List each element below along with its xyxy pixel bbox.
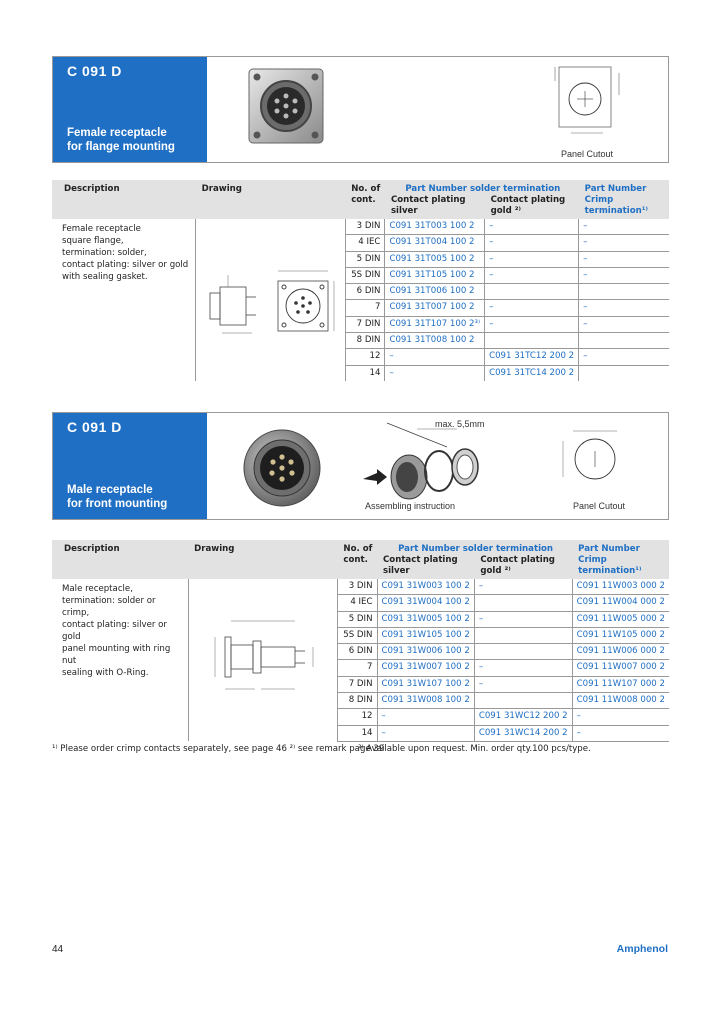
col-plating-gold: Contact plating gold ²⁾ [474,555,572,579]
table-row: Male receptacle, termination: solder or crimp, contact plating: silver or gold panel mounting with ring nut sealing with O-Ring. 3 DIN C091 31W003 100 2 – C091 11W003 000 2 [52,579,669,595]
table-row: 14 – C091 31TC14 200 2 [52,365,669,381]
table-row: 5 DIN C091 31T005 100 2 – – [52,251,669,267]
section2-images [207,413,668,519]
table1-description: Female receptacle square flange, termination: solder, contact plating: silver or gold with sealing gasket. [62,224,189,282]
table-row: 14 – C091 31WC14 200 2 – [52,725,669,741]
table-row: 4 IEC C091 31W004 100 2 C091 11W004 000 2 [52,595,669,611]
col-plating-silver: Contact plating silver [385,195,485,219]
col-pn-crimp: Part Number Crimp termination¹⁾ [579,180,669,219]
table1-drawing [196,219,346,381]
table-row: 8 DIN C091 31T008 100 2 [52,333,669,349]
col-no-of-cont: No. of cont. [345,180,385,219]
table-row: 4 IEC C091 31T004 100 2 – – [52,235,669,251]
page-number: 44 [52,944,64,955]
female-receptacle-drawing [202,241,342,361]
table-row: 8 DIN C091 31W008 100 2 C091 11W008 000 2 [52,693,669,709]
table-row: 7 C091 31W007 100 2 – C091 11W007 000 2 [52,660,669,676]
table-row: 7 DIN C091 31W107 100 2 – C091 11W107 000 2 [52,676,669,692]
section2-header [52,412,669,520]
panel-cutout-drawing [551,61,631,151]
table-row: 5 DIN C091 31W005 100 2 – C091 11W005 000 2 [52,611,669,627]
table-row: 12 – C091 31TC12 200 2 – [52,349,669,365]
table2 [52,540,669,742]
table2-drawing [188,579,337,741]
table-row: Female receptacle square flange, termination: solder, contact plating: silver or gold with sealing gasket. 3 DIN C091 31T003 100 2 – – [52,219,669,235]
section1-title-block [53,57,207,162]
section2-dimension-label: max. 5,5mm [435,419,485,429]
section1-code: C 091 D [67,63,122,79]
table-row: 5S DIN C091 31T105 100 2 – – [52,267,669,283]
footnote-right: ³⁾ Available upon request. Min. order qty.100 pcs/type. [358,744,591,754]
col-description: Description [52,180,196,219]
section1-images [207,57,668,162]
table-row: 5S DIN C091 31W105 100 2 C091 11W105 000 2 [52,627,669,643]
footnote-left: ¹⁾ Please order crimp contacts separately, see page 46 ²⁾ see remark page 39 [52,744,385,754]
table1 [52,180,669,381]
table2-description: Male receptacle, termination: solder or crimp, contact plating: silver or gold panel mounting with ring nut sealing with O-Ring. [62,584,171,678]
col-description: Description [52,540,188,579]
table-row: 7 C091 31T007 100 2 – – [52,300,669,316]
col-drawing: Drawing [188,540,337,579]
table-row: 7 DIN C091 31T107 100 2³⁾ – – [52,316,669,332]
col-plating-gold: Contact plating gold ²⁾ [485,195,579,219]
section2-title-block [53,413,207,519]
col-pn-solder: Part Number solder termination [385,180,579,195]
female-receptacle-photo [243,63,333,153]
section1-cutout-caption: Panel Cutout [561,149,614,159]
col-drawing: Drawing [196,180,346,219]
section2-code: C 091 D [67,419,122,435]
section2-assembling-caption: Assembling instruction [365,501,456,511]
panel-cutout-drawing-2 [555,417,635,497]
col-pn-solder: Part Number solder termination [377,540,572,555]
col-pn-crimp: Part Number Crimp termination¹⁾ [572,540,669,579]
col-no-of-cont: No. of cont. [337,540,377,579]
table-row: 6 DIN C091 31W006 100 2 C091 11W006 000 2 [52,644,669,660]
brand-logo: Amphenol [616,943,668,955]
male-receptacle-drawing [195,593,335,713]
table-row: 6 DIN C091 31T006 100 2 [52,284,669,300]
male-receptacle-photo [241,427,323,509]
col-plating-silver: Contact plating silver [377,555,474,579]
section2-subtitle: Male receptacle for front mounting [67,484,168,510]
table-row: 12 – C091 31WC12 200 2 – [52,709,669,725]
section2-cutout-caption: Panel Cutout [573,501,626,511]
section1-subtitle: Female receptacle for flange mounting [67,127,175,153]
section1-header [52,56,669,163]
